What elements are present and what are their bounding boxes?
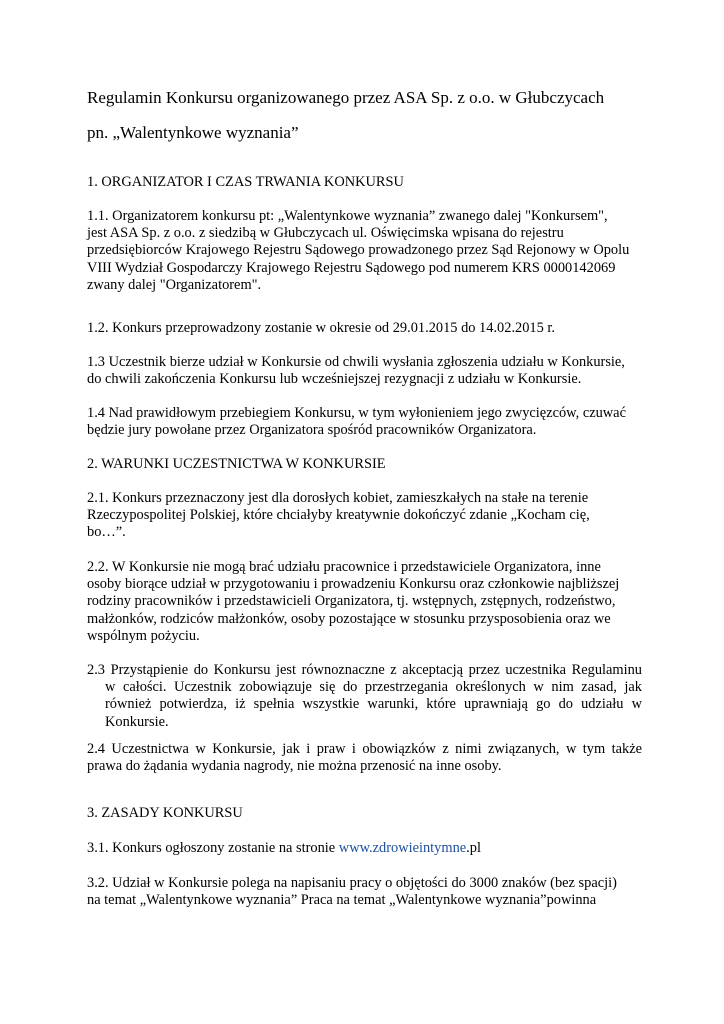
paragraph-3-1-text: 3.1. Konkurs ogłoszony zostanie na stronie: [87, 840, 339, 856]
paragraph-line: rodziny pracowników i przedstawicieli Organizatora, tj. wstępnych, zstępnych, rodzeństwo,: [87, 593, 616, 610]
paragraph-1-4: [87, 405, 642, 439]
paragraph-line: osoby biorące udział w przygotowaniu i prowadzeniu Konkursu oraz członkowie najbliższej: [87, 576, 620, 593]
paragraph-2-4: [87, 741, 642, 775]
paragraph-line: w całości. Uczestnik zobowiązuje się do przestrzegania określonych w nim zasad, jak: [105, 679, 642, 696]
paragraph-3-2: [87, 875, 642, 909]
website-link[interactable]: www.zdrowieintymne: [338, 840, 467, 856]
paragraph-line: Konkursie.: [105, 713, 169, 730]
paragraph-1-3: [87, 354, 642, 388]
paragraph-line: jest ASA Sp. z o.o. z siedzibą w Głubczycach ul. Oświęcimska wpisana do rejestru: [87, 225, 564, 242]
section-1-heading: 1. ORGANIZATOR I CZAS TRWANIA KONKURSU: [87, 174, 404, 190]
paragraph-line: 1.1. Organizatorem konkursu pt: „Walentynkowe wyznania” zwanego dalej "Konkursem",: [87, 208, 608, 224]
paragraph-line: małżonków, rodziców małżonków, osoby pozostające w stosunku przysposobienia oraz we: [87, 610, 611, 627]
paragraph-line: 3.2. Udział w Konkursie polega na napisaniu pracy o objętości do 3000 znaków (bez spacji): [87, 875, 617, 891]
paragraph-line: VIII Wydział Gospodarczy Krajowego Rejestru Sądowego pod numerem KRS 0000142069: [87, 259, 616, 276]
paragraph-3-1: [87, 840, 642, 857]
paragraph-line: 1.4 Nad prawidłowym przebiegiem Konkursu, w tym wyłonieniem jego zwycięzców, czuwać: [87, 405, 626, 421]
paragraph-line: prawa do żądania wydania nagrody, nie można przenosić na inne osoby.: [87, 758, 502, 775]
section-3-heading: 3. ZASADY KONKURSU: [87, 805, 243, 821]
document-title-line1: Regulamin Konkursu organizowanego przez ASA Sp. z o.o. w Głubczycach: [87, 88, 605, 107]
paragraph-1-2: 1.2. Konkurs przeprowadzony zostanie w okresie od 29.01.2015 do 14.02.2015 r.: [87, 320, 556, 336]
paragraph-line: Rzeczypospolitej Polskiej, które chciałyby kreatywnie dokończyć zdanie „Kocham cię,: [87, 507, 590, 524]
document-title-line2: pn. „Walentynkowe wyznania”: [87, 123, 299, 142]
paragraph-line: wspólnym pożyciu.: [87, 627, 200, 644]
paragraph-line: na temat „Walentynkowe wyznania” Praca na temat „Walentynkowe wyznania”powinna: [87, 892, 597, 909]
section-2-heading: 2. WARUNKI UCZESTNICTWA W KONKURSIE: [87, 456, 386, 472]
paragraph-3-1-suffix: .pl: [466, 840, 481, 856]
paragraph-line: 2.4 Uczestnictwa w Konkursie, jak i praw i obowiązków z nimi związanych, w tym także: [87, 741, 642, 757]
paragraph-line: będzie jury powołane przez Organizatora spośród pracowników Organizatora.: [87, 422, 537, 439]
paragraph-line: zwany dalej "Organizatorem".: [87, 276, 262, 293]
paragraph-1-1: [87, 208, 642, 294]
paragraph-line: do chwili zakończenia Konkursu lub wcześniejszej rezygnacji z udziału w Konkursie.: [87, 371, 582, 388]
paragraph-line: 2.2. W Konkursie nie mogą brać udziału pracownice i przedstawiciele Organizatora, inne: [87, 559, 601, 575]
paragraph-line: 2.3 Przystąpienie do Konkursu jest równoznaczne z akceptacją przez uczestnika Regulaminu: [87, 662, 642, 678]
paragraph-line: 1.3 Uczestnik bierze udział w Konkursie od chwili wysłania zgłoszenia udziału w Konkursie,: [87, 354, 625, 370]
paragraph-line: również potwierdza, iż spełnia wszystkie warunki, które uprawniają go do udziału w: [105, 696, 642, 713]
paragraph-2-1: [87, 490, 642, 542]
paragraph-line: bo…”.: [87, 524, 126, 541]
paragraph-line: 2.1. Konkurs przeznaczony jest dla dorosłych kobiet, zamieszkałych na stałe na terenie: [87, 490, 589, 506]
paragraph-2-3: [87, 662, 642, 731]
paragraph-line: przedsiębiorców Krajowego Rejestru Sądowego prowadzonego przez Sąd Rejonowy w Opolu: [87, 242, 630, 259]
paragraph-2-2: [87, 559, 642, 645]
